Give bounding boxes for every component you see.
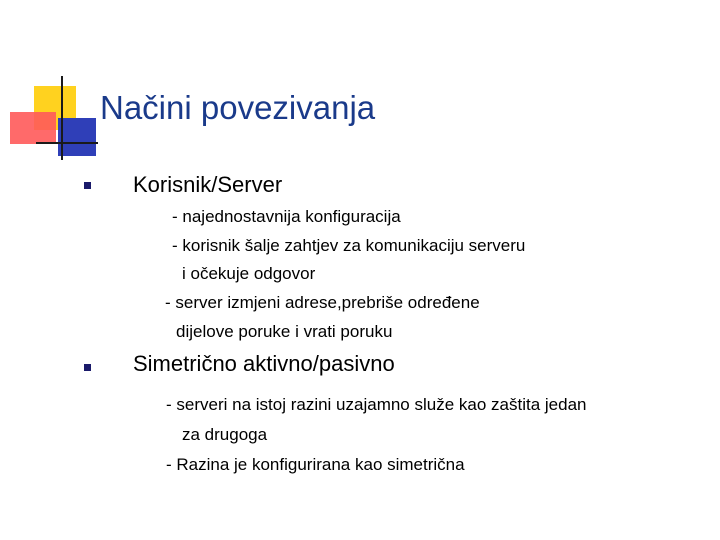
logo-horizontal-bar (36, 142, 98, 144)
item-line: - najednostavnija konfiguracija (172, 207, 401, 226)
item-heading: Korisnik/Server (133, 172, 283, 197)
item-line: - server izmjeni adrese,prebriše određene (165, 293, 480, 312)
slide-title: Načini povezivanja (100, 89, 376, 126)
item-line: za drugoga (182, 425, 268, 444)
item-heading: Simetrično aktivno/pasivno (133, 351, 395, 376)
item-line: i očekuje odgovor (182, 264, 316, 283)
item-line: - korisnik šalje zahtjev za komunikaciju serveru (172, 236, 526, 255)
colored-squares-logo-icon (0, 0, 110, 170)
logo-blue-square (58, 118, 96, 156)
logo-vertical-bar (61, 76, 63, 160)
logo-red-square (10, 112, 56, 144)
bullet-square-icon (84, 364, 91, 371)
item-line: - Razina je konfigurirana kao simetrična (166, 455, 465, 474)
item-line: dijelove poruke i vrati poruku (176, 322, 393, 341)
bullet-square-icon (84, 182, 91, 189)
item-line: - serveri na istoj razini uzajamno služe kao zaštita jedan (166, 395, 587, 414)
